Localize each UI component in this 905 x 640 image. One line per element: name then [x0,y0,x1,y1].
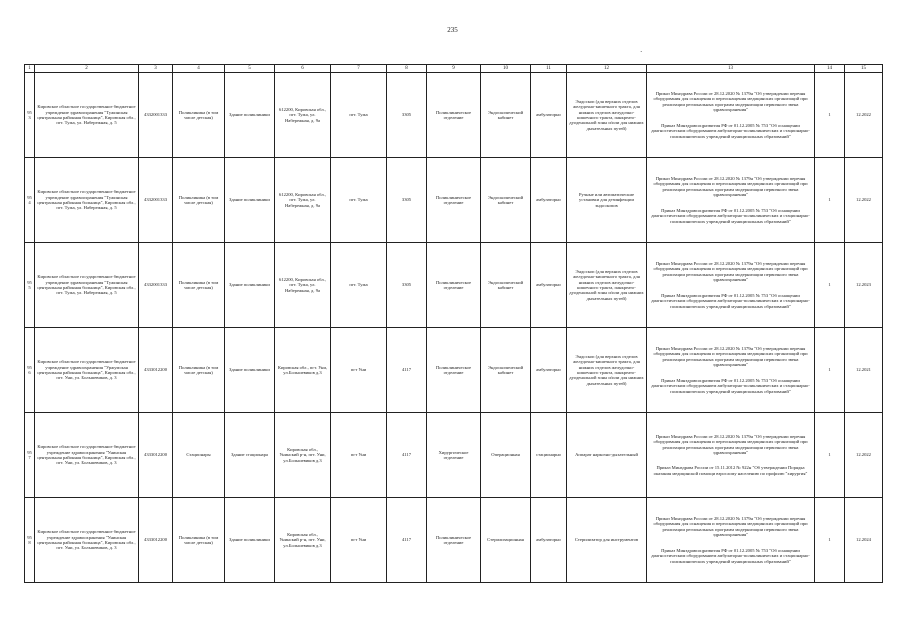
code-cell: 3305 [387,158,427,243]
inn-cell: 4333012200 [139,498,173,583]
date-cell: 12.2024 [845,498,883,583]
locality-cell: пгт Уни [331,413,387,498]
room-cell: Эндоскопический кабинет [481,328,531,413]
locality-cell: пгт Уни [331,498,387,583]
legal-basis-cell [647,413,815,498]
code-cell: 4117 [387,413,427,498]
date-cell: 12.2022 [845,73,883,158]
code-cell: 3305 [387,73,427,158]
equipment-table [24,64,883,583]
organization-cell: Кировское областное государственное бюджетное учреждение здравоохранения "Унинская центральная районная больница", Кировская обл., пгт. Уни, ул. Большевиков, д. 3 [35,413,139,498]
care-type-cell: амбулаторно [531,73,567,158]
organization-cell: Кировское областное государственное бюджетное учреждение здравоохранения "Тужинская центральная районная больница", Кировская обл., пгт. Тужа, ул. Набережная, д. 5 [35,243,139,328]
table-row [25,328,883,413]
inn-cell: 4332001333 [139,158,173,243]
room-cell: Эндоскопический кабинет [481,243,531,328]
legal-basis-secondary: Приказ Минздравсоцразвития РФ от 01.12.2005 № 753 "Об оснащении диагностическим оборудованием амбулаторно-поликлинических и стационарно-поликлинических учреждений муниципальных образований" [651,547,810,564]
organization-cell: Кировское областное государственное бюджетное учреждение здравоохранения "Тужинская центральная районная больница", Кировская обл., пгт. Тужа, ул. Набережная, д. 5 [35,158,139,243]
table-body [25,65,883,583]
row-number-cell: 956 [25,328,35,413]
address-cell: Кировская обл., пгт. Уни, ул.Большевиков д.3 [275,328,331,413]
code-cell: 4117 [387,498,427,583]
department-cell: Поликлиническое отделение [427,328,481,413]
unit-cell: Поликлиника (в том числе детская) [173,243,225,328]
quantity-cell: 1 [815,498,845,583]
inn-cell: 4332001333 [139,243,173,328]
table-row [25,158,883,243]
code-cell: 3305 [387,243,427,328]
address-cell: Кировская обл., Унинский р-н, пгт. Уни, ул.Большевиков д.3 [275,413,331,498]
column-number: 9 [427,65,481,73]
equipment-cell: Эндоскоп (для верхних отделов желудочно-кишечного тракта, для нижних отделов желудочно-кишечного тракта, панкреато-дуоденальной зоны и/или для нижних дыхательных путей) [567,328,647,413]
address-cell: 612200, Кировская обл., пгт. Тужа, ул. Набережная, д. 9а [275,73,331,158]
address-cell: Кировская обл., Унинский р-н, пгт. Уни, ул.Большевиков д.3 [275,498,331,583]
equipment-cell: Эндоскоп (для верхних отделов желудочно-кишечного тракта, для нижних отделов желудочно-кишечного тракта, панкреато-дуоденальной зоны и/или для нижних дыхательных путей) [567,73,647,158]
column-number: 1 [25,65,35,73]
column-number: 8 [387,65,427,73]
unit-cell: Поликлиника (в том числе детская) [173,328,225,413]
locality-cell: пгт. Тужа [331,73,387,158]
unit-cell: Поликлиника (в том числе детская) [173,73,225,158]
room-cell: Операционная [481,413,531,498]
department-cell: Поликлиническое отделение [427,158,481,243]
legal-basis-cell [647,328,815,413]
date-cell: 12.2022 [845,158,883,243]
date-cell: 12.2023 [845,243,883,328]
column-number: 7 [331,65,387,73]
locality-cell: пгт Уни [331,328,387,413]
legal-basis-cell [647,498,815,583]
legal-basis-cell [647,243,815,328]
row-number-cell: 958 [25,498,35,583]
quantity-cell: 1 [815,73,845,158]
row-number-cell: 957 [25,413,35,498]
column-number: 4 [173,65,225,73]
legal-basis-secondary: Приказ Минздравсоцразвития РФ от 01.12.2005 № 753 "Об оснащении диагностическим оборудованием амбулаторно-поликлинических и стационарно-поликлинических учреждений муниципальных образований" [651,122,810,139]
building-cell: Здание поликлиники [225,498,275,583]
organization-cell: Кировское областное государственное бюджетное учреждение здравоохранения "Уржумская центральная районная больница", Кировская обл., пгт. Уни, ул. Большевиков, д. 3 [35,328,139,413]
quantity-cell: 1 [815,158,845,243]
inn-cell: 4333012200 [139,413,173,498]
column-number: 10 [481,65,531,73]
building-cell: Здание поликлиники [225,328,275,413]
legal-basis-cell [647,73,815,158]
table-row [25,498,883,583]
room-cell: Эндоскопический кабинет [481,73,531,158]
legal-basis-secondary: Приказ Минздравсоцразвития РФ от 01.12.2005 № 753 "Об оснащении диагностическим оборудованием амбулаторно-поликлинических и стационарно-поликлинических учреждений муниципальных образований" [651,377,810,394]
column-number: 14 [815,65,845,73]
code-cell: 4117 [387,328,427,413]
quantity-cell: 1 [815,243,845,328]
column-number-row [25,65,883,73]
care-type-cell: амбулаторно [531,158,567,243]
quantity-cell: 1 [815,413,845,498]
column-number: 13 [647,65,815,73]
room-cell: Эндоскопический кабинет [481,158,531,243]
address-cell: 612200, Кировская обл., пгт. Тужа, ул. Набережная, д. 9а [275,158,331,243]
care-type-cell: амбулаторно [531,328,567,413]
building-cell: Здание поликлиники [225,73,275,158]
row-number-cell: 955 [25,243,35,328]
table-row [25,243,883,328]
page-dot: · [640,48,643,56]
row-number-cell: 953 [25,73,35,158]
inn-cell: 4332001333 [139,73,173,158]
equipment-cell: Эндоскоп (для верхних отделов желудочно-кишечного тракта, для нижних отделов желудочно-кишечного тракта, панкреато-дуоденальной зоны и/или для нижних дыхательных путей) [567,243,647,328]
equipment-cell: Стерилизатор для инструментов [567,498,647,583]
date-cell: 12.2022 [845,413,883,498]
row-number-cell: 954 [25,158,35,243]
department-cell: Поликлиническое отделение [427,73,481,158]
column-number: 6 [275,65,331,73]
legal-basis-primary: Приказ Минздрава России от 28.12.2020 № 1379н "Об утверждении перечня оборудования для оснащения и переоснащения медицинских организаций при реализации региональных программ модернизации первичного звена здравоохранения" [653,346,808,368]
column-number: 15 [845,65,883,73]
unit-cell: Поликлиника (в том числе детская) [173,498,225,583]
care-type-cell: амбулаторно [531,243,567,328]
department-cell: Поликлиническое отделение [427,498,481,583]
legal-basis-primary: Приказ Минздрава России от 28.12.2020 № 1379н "Об утверждении перечня оборудования для оснащения и переоснащения медицинских организаций при реализации региональных программ модернизации первичного звена здравоохранения" [653,91,808,113]
legal-basis-primary: Приказ Минздрава России от 28.12.2020 № 1379н "Об утверждении перечня оборудования для оснащения и переоснащения медицинских организаций при реализации региональных программ модернизации первичного звена здравоохранения" [653,261,808,283]
building-cell: Здание поликлиники [225,158,275,243]
unit-cell: Поликлиника (в том числе детская) [173,158,225,243]
building-cell: Здание поликлиники [225,243,275,328]
legal-basis-primary: Приказ Минздрава России от 28.12.2020 № 1379н "Об утверждении перечня оборудования для оснащения и переоснащения медицинских организаций при реализации региональных программ модернизации первичного звена здравоохранения" [653,176,808,198]
legal-basis-cell [647,158,815,243]
inn-cell: 4333012200 [139,328,173,413]
legal-basis-primary: Приказ Минздрава России от 28.12.2020 № 1379н "Об утверждении перечня оборудования для оснащения и переоснащения медицинских организаций при реализации региональных программ модернизации первичного звена здравоохранения" [653,433,808,455]
equipment-cell: Аппарат наркозно-дыхательный [567,413,647,498]
column-number: 3 [139,65,173,73]
equipment-cell: Ручные или автоматические установки для дезинфекции эндоскопов [567,158,647,243]
column-number: 2 [35,65,139,73]
column-number: 11 [531,65,567,73]
locality-cell: пгт. Тужа [331,243,387,328]
address-cell: 612200, Кировская обл., пгт. Тужа, ул. Набережная, д. 9а [275,243,331,328]
care-type-cell: стационарно [531,413,567,498]
unit-cell: Стационары [173,413,225,498]
legal-basis-primary: Приказ Минздрава России от 28.12.2020 № 1379н "Об утверждении перечня оборудования для оснащения и переоснащения медицинских организаций при реализации региональных программ модернизации первичного звена здравоохранения" [653,516,808,538]
page-number: 235 [447,26,458,34]
department-cell: Поликлиническое отделение [427,243,481,328]
legal-basis-secondary: Приказ Минздравсоцразвития РФ от 01.12.2005 № 753 "Об оснащении диагностическим оборудованием амбулаторно-поликлинических и стационарно-поликлинических учреждений муниципальных образований" [651,292,810,309]
quantity-cell: 1 [815,328,845,413]
legal-basis-secondary: Приказ Минздрава России от 15.11.2012 № 922н "Об утверждении Порядка оказания медицинской помощи взрослому населению по профилю "хирургия" [653,465,808,476]
column-number: 5 [225,65,275,73]
room-cell: Стерилизационная [481,498,531,583]
table-row [25,413,883,498]
care-type-cell: амбулаторно [531,498,567,583]
date-cell: 12.2021 [845,328,883,413]
column-number: 12 [567,65,647,73]
department-cell: Хирургическое отделение [427,413,481,498]
organization-cell: Кировское областное государственное бюджетное учреждение здравоохранения "Тужинская центральная районная больница", Кировская обл., пгт. Тужа, ул. Набережная, д. 5 [35,73,139,158]
building-cell: Здание стационара [225,413,275,498]
locality-cell: пгт. Тужа [331,158,387,243]
table-row [25,73,883,158]
legal-basis-secondary: Приказ Минздравсоцразвития РФ от 01.12.2005 № 753 "Об оснащении диагностическим оборудованием амбулаторно-поликлинических и стационарно-поликлинических учреждений муниципальных образований" [651,207,810,224]
organization-cell: Кировское областное государственное бюджетное учреждение здравоохранения "Унинская центральная районная больница", Кировская обл., пгт. Уни, ул. Большевиков, д. 3 [35,498,139,583]
